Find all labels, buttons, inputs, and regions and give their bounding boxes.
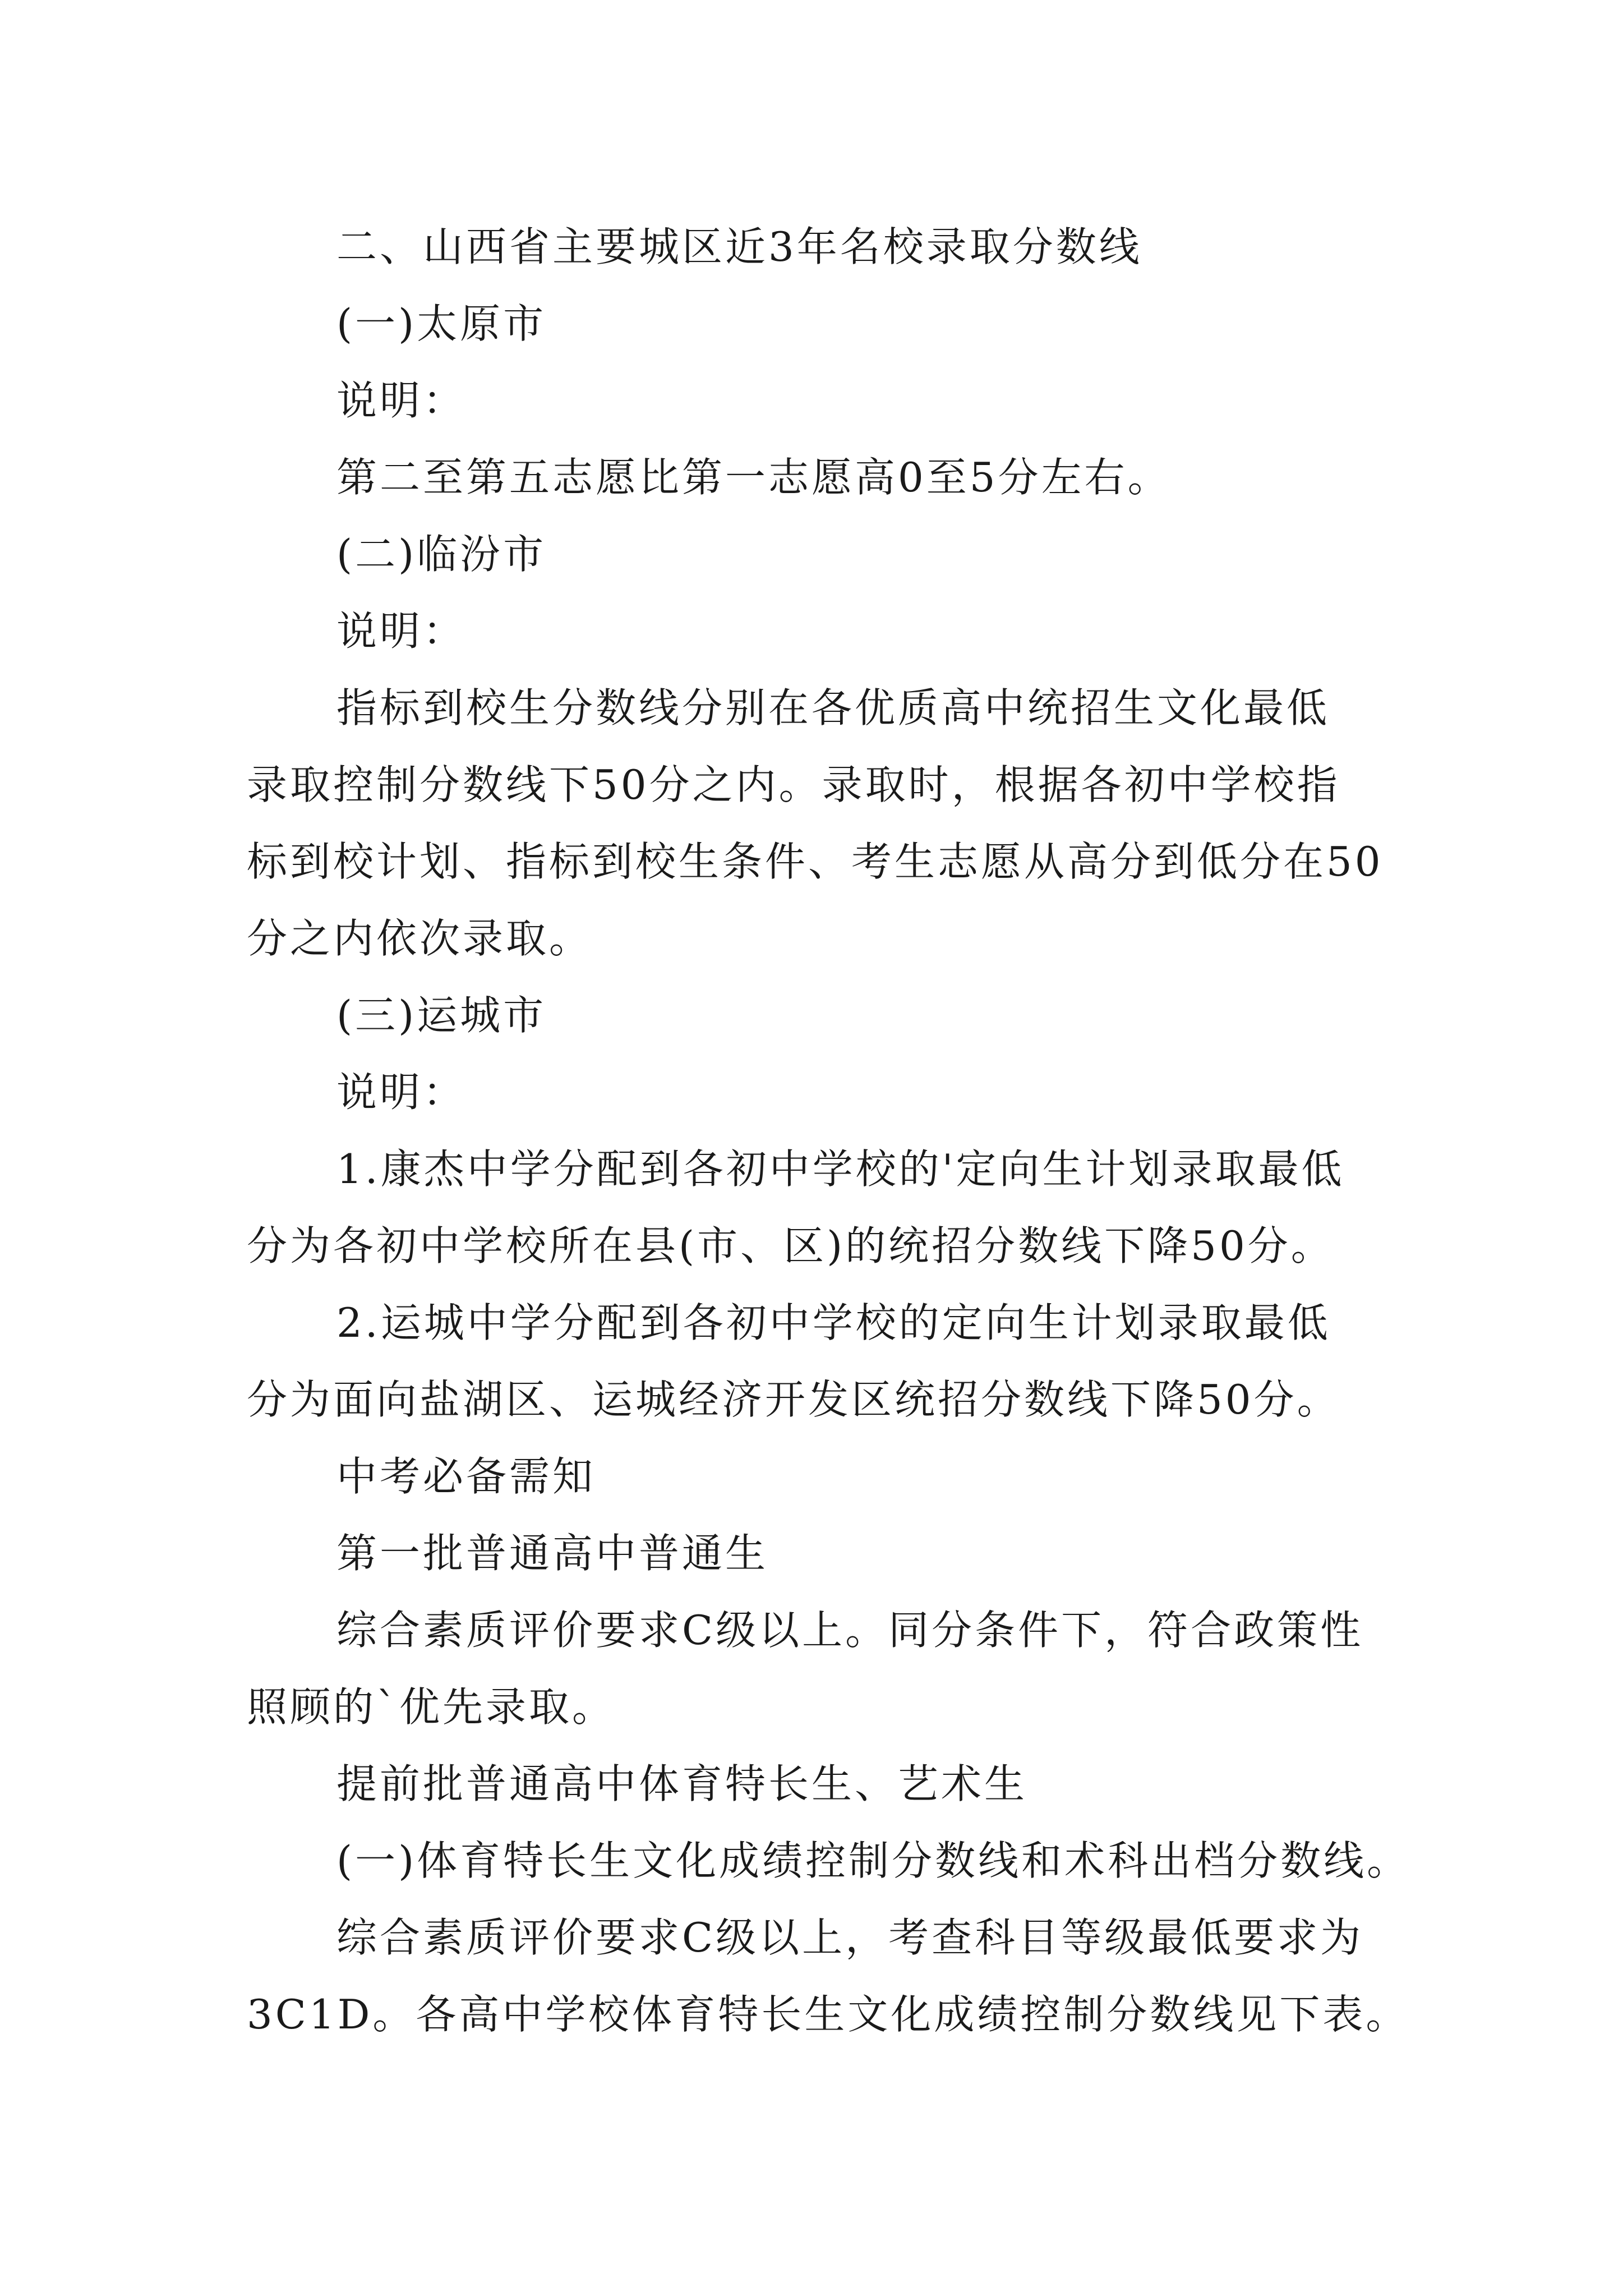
- note-label: 说明：: [336, 1069, 467, 1116]
- paragraph-line: 分为各初中学校所在县(市、区)的统招分数线下降50分。: [247, 1222, 1334, 1269]
- paragraph-line: 3C1D。各高中学校体育特长生文化成绩控制分数线见下表。: [247, 1991, 1409, 2038]
- note-label: 说明：: [336, 608, 467, 655]
- subsection-heading-linfen: (二)临汾市: [336, 531, 547, 578]
- paragraph-line: 照顾的`优先录取。: [247, 1683, 616, 1731]
- paragraph-line: 2.运城中学分配到各初中学校的定向生计划录取最低: [336, 1299, 1331, 1346]
- subsection-heading-yuncheng: (三)运城市: [336, 992, 547, 1039]
- section-heading: 二、山西省主要城区近3年名校录取分数线: [336, 223, 1142, 270]
- paragraph-line: 录取控制分数线下50分之内。录取时，根据各初中学校指: [247, 761, 1340, 808]
- paragraph-line: 综合素质评价要求C级以上。同分条件下，符合政策性: [336, 1607, 1364, 1654]
- subsection-heading-taiyuan: (一)太原市: [336, 300, 547, 347]
- paragraph: 第二至第五志愿比第一志愿高0至5分左右。: [336, 454, 1171, 501]
- document-body: [247, 209, 1410, 2053]
- paragraph-line: 指标到校生分数线分别在各优质高中统招生文化最低: [336, 684, 1330, 731]
- section-heading: 中考必备需知: [336, 1453, 596, 1500]
- paragraph-line: 分之内依次录取。: [247, 915, 593, 962]
- paragraph-line: 综合素质评价要求C级以上，考查科目等级最低要求为: [336, 1914, 1364, 1961]
- subsection-heading: 第一批普通高中普通生: [336, 1530, 769, 1577]
- note-label: 说明：: [336, 377, 467, 424]
- paragraph-line: 标到校计划、指标到校生条件、考生志愿从高分到低分在50: [247, 838, 1384, 885]
- subsection-heading: 提前批普通高中体育特长生、艺术生: [336, 1760, 1028, 1807]
- paragraph: (一)体育特长生文化成绩控制分数线和术科出档分数线。: [336, 1837, 1410, 1884]
- paragraph-line: 1.康杰中学分配到各初中学校的'定向生计划录取最低: [336, 1145, 1345, 1193]
- paragraph-line: 分为面向盐湖区、运城经济开发区统招分数线下降50分。: [247, 1376, 1340, 1423]
